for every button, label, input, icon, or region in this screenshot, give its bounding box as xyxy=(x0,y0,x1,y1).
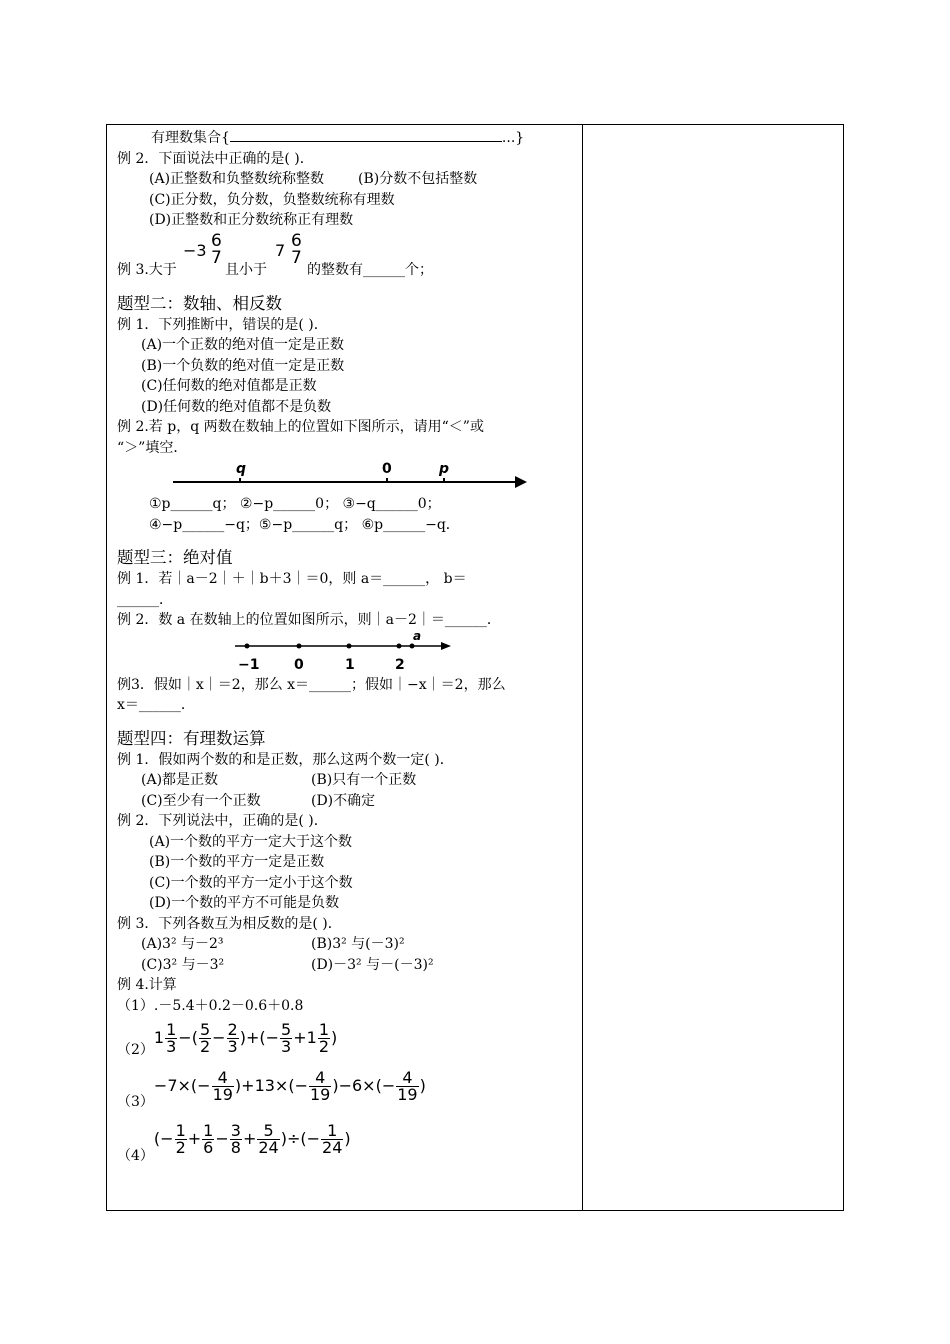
calc-4: （4） (− $\frac{1}{2}$ + $\frac{1}{6}$ − $\frac{3}{8}$ + $\frac{5}{24}$ )÷(− $\frac{1}{24}$ ) xyxy=(117,1120,351,1164)
t2-ex1-question: 例 1．下列推断中，错误的是( )． xyxy=(117,316,328,333)
t2-ex1-option-d: (D)任何数的绝对值都不是负数 xyxy=(141,398,332,415)
ex2-question: 例 2．下面说法中正确的是( )． xyxy=(117,150,314,167)
t4-ex4-title: 例 4.计算 xyxy=(117,977,177,993)
t2-ex1-option-a: (A)一个正数的绝对值一定是正数 xyxy=(141,337,345,353)
t4-ex3-question: 例 3．下列各数互为相反数的是( )． xyxy=(117,915,342,932)
tick-label: −1 xyxy=(238,656,260,673)
rational-set-line: 有理数集合{ ...} xyxy=(117,127,579,149)
t2-ex2-question: 例 2.若 p，q 两数在数轴上的位置如下图所示，请用“＜”或 xyxy=(117,419,484,435)
ex2-option-a: (A)正整数和负整数统称整数 (B)分数不包括整数 xyxy=(149,171,478,187)
t4-ex1-question: 例 1．假如两个数的和是正数，那么这两个数一定( )． xyxy=(117,751,454,768)
t4-ex3-options-ab: (A)3² 与－2³ (B)3² 与(－3)² xyxy=(141,936,405,952)
ex2-option-d: (D)正整数和正分数统称正有理数 xyxy=(149,212,354,228)
fraction: 6 7 xyxy=(211,230,222,268)
t4-ex1-options-ab: (A)都是正数 (B)只有一个正数 xyxy=(141,772,417,788)
t2-ex2-fill-row2: ④−p______−q；⑤−p______q； ⑥p______−q． xyxy=(149,516,460,533)
section-title-4: 题型四：有理数运算 xyxy=(117,728,266,748)
t4-ex3-options-cd: (C)3² 与－3² (D)－3² 与－(－3)² xyxy=(141,956,434,973)
section-title-3: 题型三：绝对值 xyxy=(117,548,233,567)
section-title-2: 题型二：数轴、相反数 xyxy=(117,293,282,313)
t2-ex1-option-b: (B)一个负数的绝对值一定是正数 xyxy=(141,357,345,374)
label-p: p xyxy=(439,461,450,477)
t4-ex2-option-c: (C)一个数的平方一定小于这个数 xyxy=(149,874,353,891)
t2-ex1-option-c: (C)任何数的绝对值都是正数 xyxy=(141,378,317,394)
tick-label: 2 xyxy=(395,656,405,673)
t4-ex2-option-b: (B)一个数的平方一定是正数 xyxy=(149,854,325,870)
t3-ex1-cont: ______． xyxy=(117,591,173,608)
set-blank xyxy=(230,127,502,142)
t4-ex2-option-a: (A)一个数的平方一定大于这个数 xyxy=(149,833,353,850)
number-line-a xyxy=(117,631,579,675)
t4-ex2-option-d: (D)一个数的平方不可能是负数 xyxy=(149,895,340,911)
label-q: q xyxy=(236,461,247,477)
t3-ex3: 例3．假如｜x｜＝2，那么 x＝______；假如｜−x｜＝2，那么 xyxy=(117,676,506,693)
calc-1: （1）.－5.4＋0.2－0.6＋0.8 xyxy=(117,997,304,1014)
t2-ex2-fill-row1: ①p______q； ②−p______0； ③−q______0； xyxy=(149,496,441,512)
ex2-option-c: (C)正分数，负分数，负整数统称有理数 xyxy=(149,191,395,208)
ex3-line: 例 3.大于 −3 6 7 且小于 7 6 7 的整数有______个； xyxy=(117,230,433,278)
t4-ex1-options-cd: (C)至少有一个正数 (D)不确定 xyxy=(141,792,376,809)
fraction: 6 7 xyxy=(291,230,302,268)
calc-2: （2） 1 $\frac{1}{3}$ −( $\frac{5}{2}$ − $\frac{2}{3}$ )+(− $\frac{5}{3}$ +1 $\frac{1}{2}$ ) xyxy=(117,1019,338,1058)
t2-ex2-question-cont: “＞”填空． xyxy=(117,439,188,456)
t3-ex2: 例 2．数 a 在数轴上的位置如图所示，则｜a－2｜＝______． xyxy=(117,612,501,628)
table-frame xyxy=(106,124,844,1211)
t4-ex2-question: 例 2．下列说法中，正确的是( )． xyxy=(117,813,328,829)
label-zero: 0 xyxy=(382,461,392,477)
t3-ex1: 例 1．若｜a－2｜＋｜b＋3｜＝0，则 a＝______， b＝ xyxy=(117,571,467,587)
tick-label: 0 xyxy=(294,656,304,673)
left-cell xyxy=(117,127,579,1166)
label-a: a xyxy=(413,630,422,643)
column-divider xyxy=(582,125,583,1210)
calc-3: （3） −7×(− $\frac{4}{19}$ )+13×(− $\frac{4}{19}$ )−6×(− $\frac{4}{19}$ ) xyxy=(117,1067,426,1110)
t3-ex3-cont: x＝______． xyxy=(117,697,195,713)
tick-label: 1 xyxy=(345,656,355,673)
number-line-pq xyxy=(117,458,579,494)
